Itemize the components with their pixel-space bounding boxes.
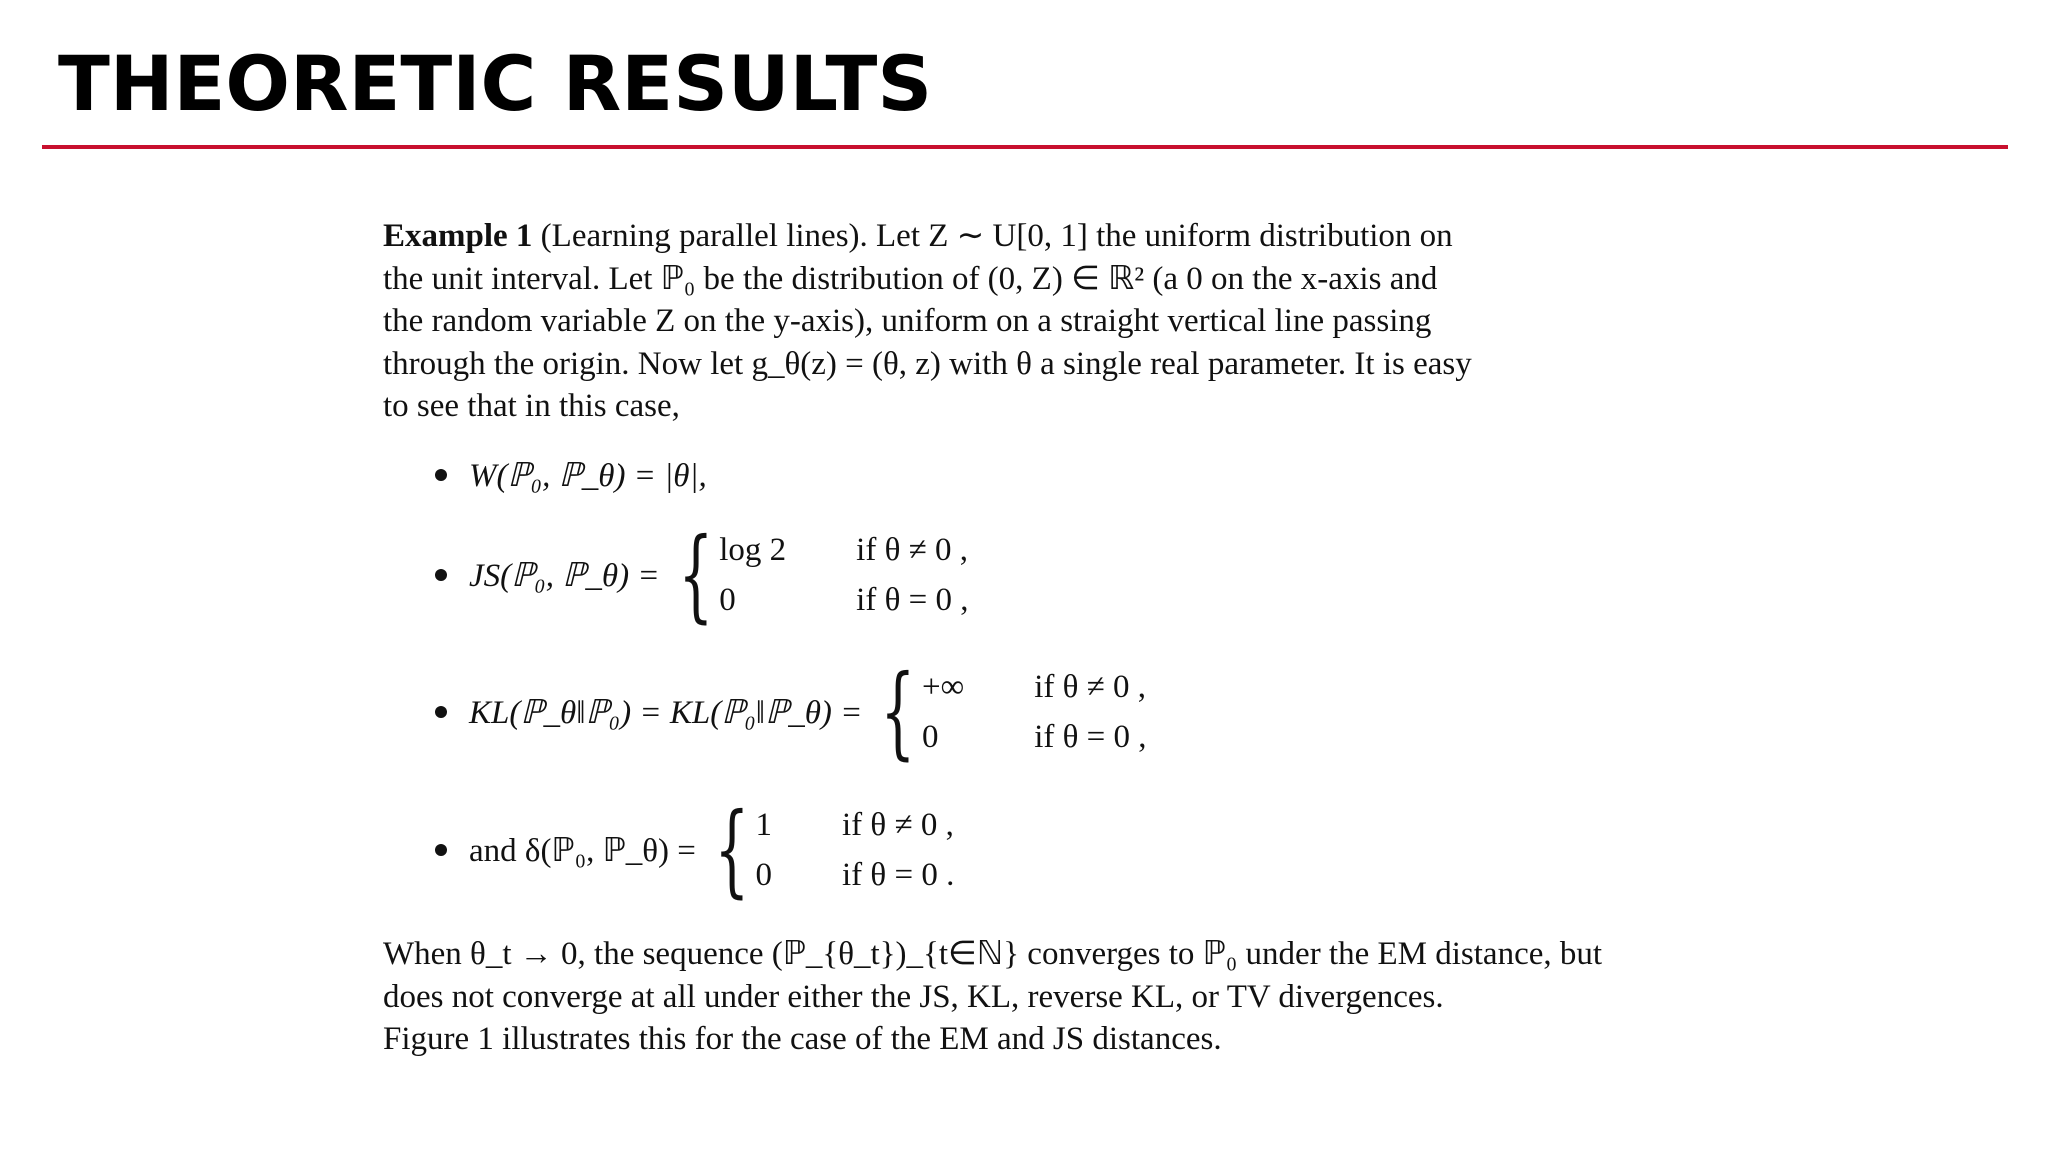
wasserstein-formula: W(ℙ₀, ℙ_θ) = |θ|, [469, 458, 707, 494]
bullet-dot [435, 469, 447, 481]
kl-case-1-condition: if θ ≠ 0 , [1034, 669, 1147, 705]
bullet-wasserstein [435, 455, 707, 495]
conclusion-line-2: does not converge at all under either the JS, KL, reverse KL, or TV divergences. [383, 978, 1444, 1015]
kl-case-2-condition: if θ = 0 , [1034, 719, 1147, 755]
conclusion-line-3: Figure 1 illustrates this for the case of the EM and JS distances. [383, 1021, 1222, 1057]
left-brace: { [880, 653, 916, 770]
example-heading: Example 1 [383, 218, 533, 254]
delta-case-2-value: 0 [755, 857, 772, 893]
delta-case-1-condition: if θ ≠ 0 , [842, 807, 954, 843]
js-case-2-value: 0 [719, 582, 736, 618]
delta-case-2-condition: if θ = 0 . [842, 857, 955, 893]
bullet-dot [435, 844, 447, 856]
intro-line-5: to see that in this case, [383, 388, 680, 424]
example-intro [383, 215, 1658, 428]
js-case-1-value: log 2 [719, 532, 787, 568]
conclusion-line-1: When θ_t → 0, the sequence (ℙ_{θ_t})_{t∈ℕ} converges to ℙ₀ under the EM distance, but [383, 936, 1603, 972]
kl-formula-lhs: KL(ℙ_θ‖ℙ₀) = KL(ℙ₀‖ℙ_θ) = [469, 695, 863, 731]
js-case-1-condition: if θ ≠ 0 , [856, 532, 968, 568]
delta-formula-lhs: and δ(ℙ₀, ℙ_θ) = [469, 833, 696, 869]
js-formula-lhs: JS(ℙ₀, ℙ_θ) = [469, 558, 660, 594]
js-cases [670, 516, 969, 633]
example-block [383, 215, 1658, 1057]
bullet-dot [435, 706, 447, 718]
js-case-2-condition: if θ = 0 , [856, 582, 969, 618]
intro-line-1: (Learning parallel lines). Let Z ∼ U[0, 1] the uniform distribution on [540, 218, 1453, 254]
bullet-kl [435, 653, 1147, 770]
delta-cases [706, 791, 955, 908]
intro-line-2: the unit interval. Let ℙ₀ be the distribution of (0, Z) ∈ ℝ² (a 0 on the x-axis and [383, 260, 1438, 297]
slide-title: THEORETIC RESULTS [58, 39, 933, 128]
kl-cases [872, 653, 1147, 770]
conclusion-paragraph [383, 933, 1658, 1061]
js-case-grid [719, 528, 968, 622]
bullet-delta [435, 791, 955, 908]
bullet-js [435, 516, 969, 633]
delta-case-grid [756, 803, 955, 897]
kl-case-grid [922, 665, 1146, 759]
intro-line-4: through the origin. Now let g_θ(z) = (θ, z) with θ a single real parameter. It is easy [383, 345, 1472, 382]
delta-case-1-value: 1 [755, 807, 772, 843]
left-brace: { [714, 791, 750, 908]
kl-case-2-value: 0 [922, 719, 939, 755]
left-brace: { [677, 516, 713, 633]
bullet-dot [435, 569, 447, 581]
intro-line-3: the random variable Z on the y-axis), uniform on a straight vertical line passing [383, 303, 1432, 339]
title-divider [42, 145, 2008, 149]
kl-case-1-value: +∞ [922, 669, 965, 705]
